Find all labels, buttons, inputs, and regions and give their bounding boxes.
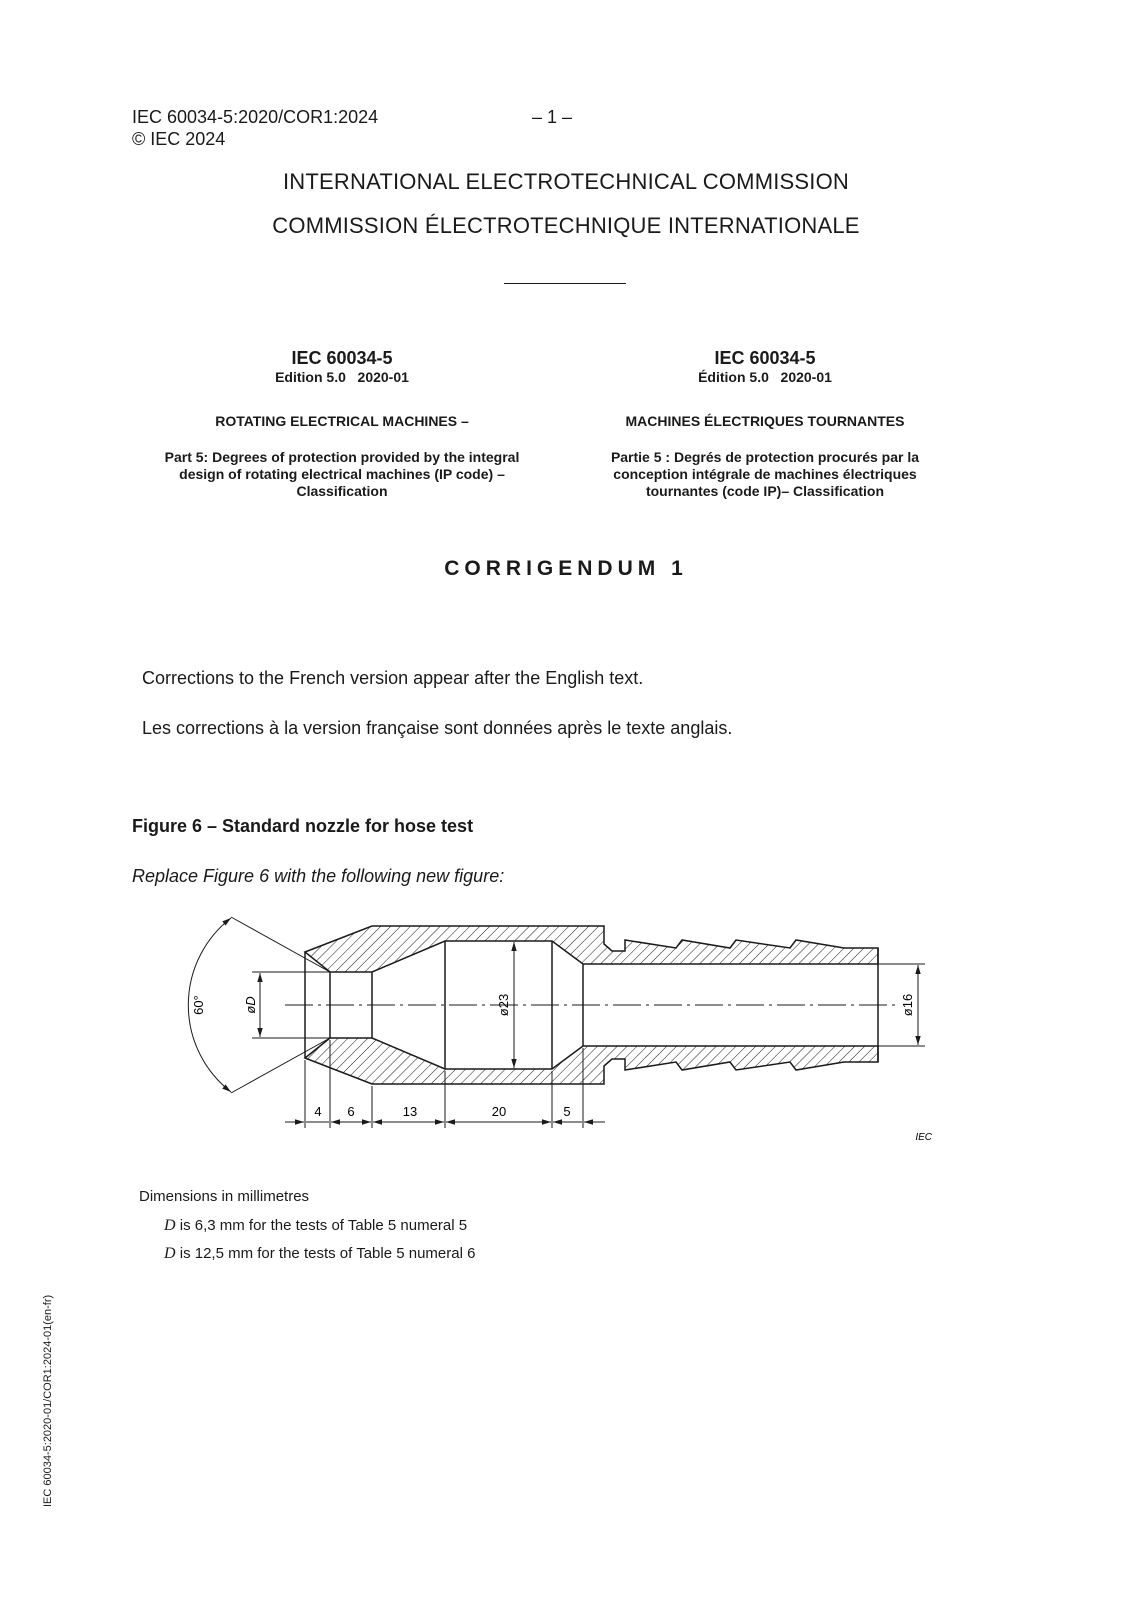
dim-20: 20	[491, 1104, 507, 1119]
d-symbol: D	[164, 1245, 176, 1262]
french-standard: IEC 60034-5	[714, 348, 816, 368]
figure-title: Figure 6 – Standard nozzle for hose test	[132, 816, 474, 836]
english-standard: IEC 60034-5	[291, 348, 393, 368]
dim-4: 4	[314, 1104, 322, 1119]
page-number: – 1 –	[532, 107, 573, 127]
dia-d-label: øD	[243, 996, 258, 1014]
paragraph-english: Corrections to the French version appear after the English text.	[142, 668, 644, 688]
dim-13: 13	[402, 1104, 418, 1119]
nozzle-lower-wall	[305, 1038, 878, 1084]
french-part-title: Partie 5 : Degrés de protection procurés par la conception intégrale de machines électriques tournantes (code IP)– Classification	[610, 449, 920, 499]
english-title: ROTATING ELECTRICAL MACHINES –	[215, 413, 469, 429]
document-id: IEC 60034-5:2020/COR1:2024	[132, 107, 379, 127]
angle-label: 60°	[191, 995, 206, 1015]
note-d-6-3-text: is 6,3 mm for the tests of Table 5 numeral 5	[175, 1217, 468, 1234]
dim-5: 5	[563, 1104, 571, 1119]
paragraph-french: Les corrections à la version française sont données après le texte anglais.	[142, 718, 733, 738]
note-d-6-3	[164, 1217, 467, 1235]
dim-6: 6	[347, 1104, 355, 1119]
copyright: © IEC 2024	[132, 129, 226, 149]
figure-credit: IEC	[915, 1132, 932, 1143]
organization-name-en: INTERNATIONAL ELECTROTECHNICAL COMMISSION	[283, 169, 849, 194]
note-d-12-5-text: is 12,5 mm for the tests of Table 5 numeral 6	[175, 1245, 476, 1262]
dia-16-label: ø16	[900, 993, 915, 1017]
nozzle-upper-wall	[305, 926, 878, 972]
note-d-12-5	[164, 1245, 475, 1263]
corrigendum-heading: CORRIGENDUM 1	[444, 557, 688, 580]
units-note: Dimensions in millimetres	[139, 1188, 310, 1205]
dia-23-label: ø23	[496, 993, 511, 1017]
english-edition: Edition 5.0 2020-01	[275, 369, 409, 385]
side-reference: IEC 60034-5:2020-01/COR1:2024-01(en-fr)	[42, 1294, 54, 1507]
figure-instruction: Replace Figure 6 with the following new figure:	[132, 866, 505, 886]
english-part-title: Part 5: Degrees of protection provided by the integral design of rotating electrical machines (IP code) – Classification	[164, 449, 520, 499]
french-edition: Édition 5.0 2020-01	[698, 369, 832, 385]
d-symbol: D	[164, 1217, 176, 1234]
french-title: MACHINES ÉLECTRIQUES TOURNANTES	[625, 413, 905, 429]
organization-name-fr: COMMISSION ÉLECTROTECHNIQUE INTERNATIONALE	[272, 213, 860, 238]
